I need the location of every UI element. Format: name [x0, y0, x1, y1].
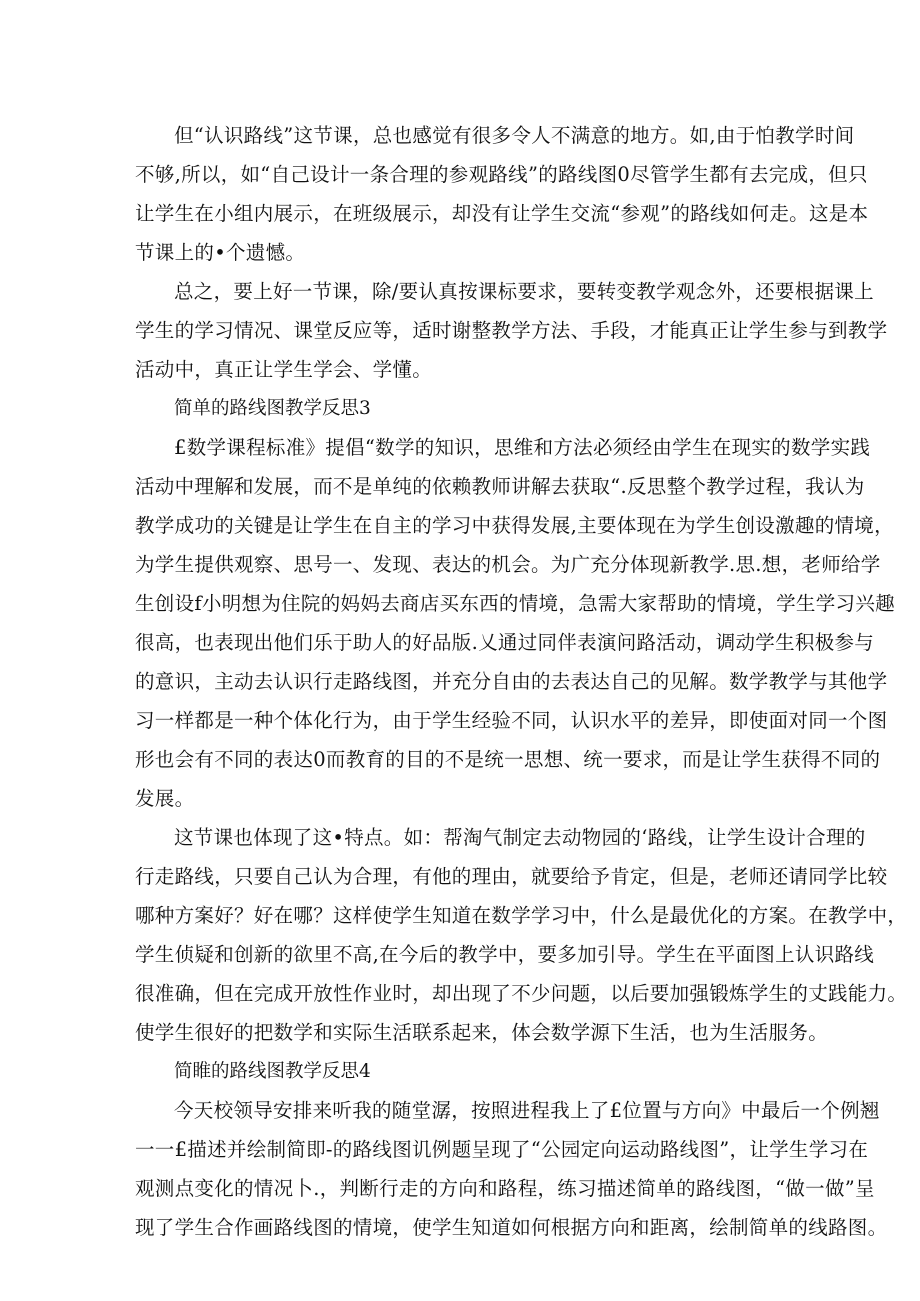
paragraph-line: 为学生提供观察、思号一、发现、表达的机会。为广充分体现新教学.思.想，老师给学 [135, 553, 881, 576]
paragraph-line: 使学生很好的把数学和实际生活联系起来，体会数学源下生活，也为生活服务。 [135, 1021, 829, 1044]
paragraph-line: 的意识，主动去认识行走路线图，并充分自由的去表达自己的见解。数学教学与其他学 [135, 670, 888, 693]
paragraph-3 [135, 428, 895, 818]
paragraph-line: 学生侦疑和创新的欲里不高,在今后的教学中，要多加引导。学生在平面图上认识路线 [135, 943, 875, 966]
paragraph-line: 形也会有不同的表达0而教育的目的不是统一思想、统一要求，而是让学生获得不同的 [135, 748, 881, 771]
paragraph-line: 教学成功的关键是让学生在自主的学习中获得发展,主要体现在为学生创设激趣的情境， [135, 514, 894, 537]
paragraph-line: 习一样都是一种个体化行为，由于学生经验不同，认识水平的差异，即使面对同一个图 [135, 709, 888, 732]
paragraph-line: 生创设f小明想为住院的妈妈去商店买东西的情境，急需大家帮助的情境，学生学习兴趣 [135, 592, 895, 615]
paragraph-line: 很高，也表现出他们乐于助人的好品版.乂通过同伴表演问路活动，调动学生积极参与 [135, 631, 875, 654]
section-heading-3: 简单的路线图教学反思3 [174, 398, 371, 419]
paragraph-line: 发展。 [135, 787, 195, 810]
paragraph-line: 活动中理解和发展，而不是单纯的依赖教师讲解去获取“.反思整个教学过程，我认为 [135, 475, 865, 498]
paragraph-line: 今天校领导安排来听我的随堂潺，按照进程我上了£位置与方向》中最后一个例翘 [174, 1099, 880, 1122]
paragraph-line: 学生的学习情况、课堂反应等，适时谢整教学方法、手段，才能真正让学生参与到教学 [135, 319, 888, 342]
paragraph-line: 很准确，但在完成开放性作业时，却出现了不少问题，以后要加强锻炼学生的丈践能力。 [135, 982, 908, 1005]
paragraph-line: 但“认识路线”这节课，总也感觉有很多令人不满意的地方。如,由于怕教学时间 [174, 124, 855, 147]
paragraph-line: 这节课也体现了这•特点。如：帮淘气制定去动物园的‘路线，让学生设计合理的 [174, 826, 866, 849]
paragraph-1 [135, 116, 869, 272]
paragraph-line: 观测点变化的情况卜.，判断行走的方向和路程，练习描述简单的路线图，“做一做”呈 [135, 1177, 875, 1200]
paragraph-line: 一一£描述并绘制简即-的路线图讥例题呈现了“公园定向运动路线图”，让学生学习在 [135, 1138, 869, 1161]
paragraph-line: 现了学生合作画路线图的情境，使学生知道如何根据方向和距离，绘制简单的线路图。 [135, 1216, 888, 1239]
paragraph-line: 节课上的•个遗憾。 [135, 241, 306, 264]
paragraph-line: 让学生在小组内展示，在班级展示，却没有让学生交流“参观”的路线如何走。这是本 [135, 202, 869, 225]
paragraph-5 [135, 1091, 888, 1247]
paragraph-line: £数学课程标准》提倡“数学的知识，思维和方法必须经由学生在现实的数学实践 [174, 436, 871, 459]
paragraph-2 [135, 272, 888, 389]
paragraph-line: 哪种方案好？好在哪？这样使学生知道在数学学习中，什么是最优化的方案。在教学中， [135, 904, 908, 927]
paragraph-line: 总之，要上好一节课，除/要认真按课标要求，要转变教学观念外，还要根据课上 [174, 280, 874, 303]
paragraph-line: 不够,所以，如“自己设计一条合理的参观路线”的路线图0尽管学生都有去完成，但只 [135, 163, 868, 186]
paragraph-4 [135, 818, 908, 1052]
paragraph-line: 活动中，真正让学生学会、学懂。 [135, 358, 433, 381]
document-body [135, 116, 908, 1247]
paragraph-line: 行走路线，只要自己认为合理，有他的理由，就要给予肯定，但是，老师还请同学比较 [135, 865, 888, 888]
section-heading-4: 简睢的路线图教学反思4 [174, 1061, 371, 1082]
